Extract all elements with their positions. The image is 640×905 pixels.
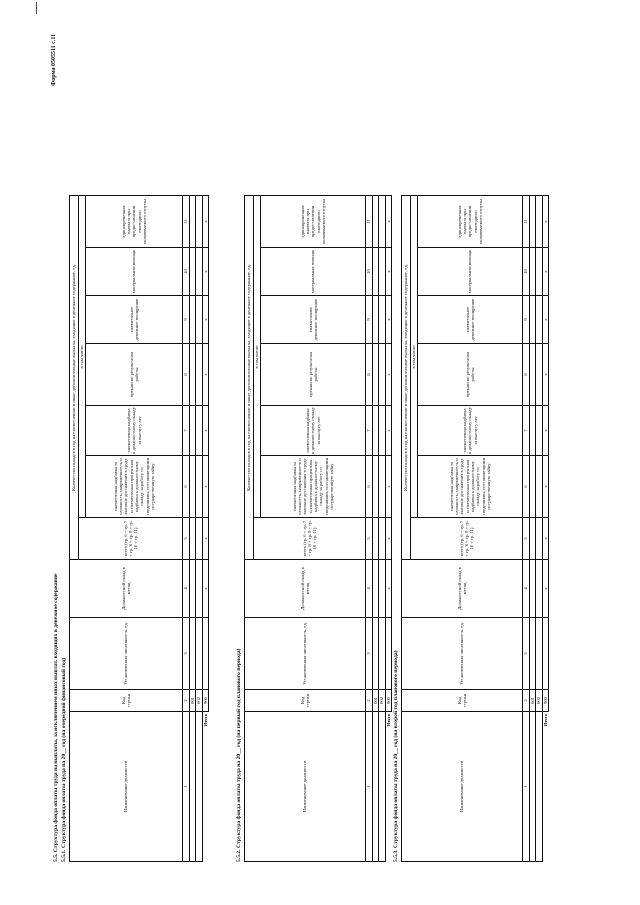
header-salary: Должностной оклад в месяц xyxy=(402,560,523,618)
column-number: 6 xyxy=(183,456,190,518)
header-staff-count: Установленная численность, ед. xyxy=(402,618,523,690)
column-number: 7 xyxy=(366,406,373,456)
cell-row-code: 002 xyxy=(536,690,542,712)
header-sub-11: единовременная выплата при предоставлении ежегодного оплачиваемого отпуска xyxy=(261,196,366,248)
fot-structure-table xyxy=(244,195,392,862)
header-position-name: Наименование должности xyxy=(70,712,183,862)
total-label: Итого xyxy=(202,712,208,862)
column-number: 9 xyxy=(183,296,190,344)
cell-x-mark: x xyxy=(385,456,391,518)
cell-x-mark: x xyxy=(202,344,208,406)
cell-row-code: 001 xyxy=(373,690,379,712)
cell-x-mark: x xyxy=(385,518,391,560)
header-sub-9: ежемесячное денежное поощрение xyxy=(261,296,366,344)
header-sub-9: ежемесячное денежное поощрение xyxy=(86,296,183,344)
column-number: 8 xyxy=(183,344,190,406)
column-number: 11 xyxy=(523,196,530,248)
column-number: 1 xyxy=(183,712,190,862)
header-sub-7: ежемесячная надбавка к должностному окладу за выслугу лет xyxy=(418,406,523,456)
column-number: 5 xyxy=(183,518,190,560)
cell-x-mark: x xyxy=(385,196,391,248)
cell-value xyxy=(385,618,391,690)
cell-x-mark: x xyxy=(202,518,208,560)
column-number: 11 xyxy=(183,196,190,248)
rotated-form xyxy=(51,32,607,862)
header-group: Количество окладов в год на ежемесячные и иные дополнительные выплаты, входящие в денежное содержание, ед. xyxy=(402,196,411,560)
column-number: 9 xyxy=(366,296,373,344)
header-staff-count: Установленная численность, ед. xyxy=(245,618,366,690)
cell-x-mark: x xyxy=(542,344,548,406)
scan-mark xyxy=(36,2,37,14)
column-number: 7 xyxy=(523,406,530,456)
column-number: 5 xyxy=(366,518,373,560)
cell-x-mark: x xyxy=(385,344,391,406)
header-sub-10: материальная помощь xyxy=(261,248,366,296)
column-number: 8 xyxy=(523,344,530,406)
column-number: 8 xyxy=(366,344,373,406)
cell-x-mark: x xyxy=(202,406,208,456)
column-number: 1 xyxy=(366,712,373,862)
header-in-that-number: в том числе: xyxy=(254,196,261,518)
cell-x-mark: x xyxy=(542,456,548,518)
header-group: Количество окладов в год на ежемесячные и иные дополнительные выплаты, входящие в денежное содержание, ед. xyxy=(245,196,254,560)
cell-x-mark: x xyxy=(542,248,548,296)
column-number: 10 xyxy=(183,248,190,296)
cell-x-mark: x xyxy=(542,196,548,248)
header-sub-8: премии по результатам работы xyxy=(261,344,366,406)
header-sub-11: единовременная выплата при предоставлении ежегодного оплачиваемого отпуска xyxy=(418,196,523,248)
cell-x-mark: x xyxy=(542,296,548,344)
cell-x-mark: x xyxy=(385,560,391,618)
total-label: Итого xyxy=(385,712,391,862)
cell-x-mark: x xyxy=(542,406,548,456)
column-number: 5 xyxy=(523,518,530,560)
cell-row-code: 002 xyxy=(196,690,202,712)
total-label: Итого xyxy=(542,712,548,862)
cell-row-code: 001 xyxy=(190,690,196,712)
header-sub-8: премии по результатам работы xyxy=(418,344,523,406)
column-number: 3 xyxy=(183,618,190,690)
header-group: Количество окладов в год на ежемесячные и иные дополнительные выплаты, входящие в денежное содержание, ед. xyxy=(70,196,79,560)
cell-row-code: 001 xyxy=(530,690,536,712)
cell-row-code: 900 xyxy=(542,690,548,712)
cell-value xyxy=(202,618,208,690)
fot-structure-table xyxy=(69,195,209,862)
column-number: 6 xyxy=(366,456,373,518)
column-number: 7 xyxy=(183,406,190,456)
section-title: 5.5.3. Структура фонда оплаты труда на 20__ год (на второй год планового периода) xyxy=(393,650,399,862)
heading-main: 5.5. Структура фонда оплаты труда на выплаты, за исключением иных выплат, входящих в денежное содержание xyxy=(53,573,59,862)
header-row-code: Код строки xyxy=(245,690,366,712)
column-number: 4 xyxy=(366,560,373,618)
column-number: 2 xyxy=(366,690,373,712)
column-number: 10 xyxy=(523,248,530,296)
header-sub-6: ежемесячная надбавка за сложность, напряженность и высокие достижения в труде и ежемесячная процентная надбавка к должностному окладу за работу со сведениями, составляющими государственную тайну xyxy=(261,456,366,518)
header-position-name: Наименование должности xyxy=(402,712,523,862)
cell-row-code: 900 xyxy=(385,690,391,712)
column-number: 3 xyxy=(366,618,373,690)
header-total: всего (гр. 6 + гр. 7 + гр. 8 + гр. 9 + гр. 10 + гр. 11) xyxy=(411,518,523,560)
column-number: 10 xyxy=(366,248,373,296)
header-salary: Должностной оклад в месяц xyxy=(70,560,183,618)
header-sub-9: ежемесячное денежное поощрение xyxy=(418,296,523,344)
header-in-that-number: в том числе: xyxy=(411,196,418,518)
header-staff-count: Установленная численность, ед. xyxy=(70,618,183,690)
header-sub-11: единовременная выплата при предоставлении ежегодного оплачиваемого отпуска xyxy=(86,196,183,248)
column-number: 2 xyxy=(523,690,530,712)
header-total: всего (гр. 6 + гр. 7 + гр. 8 + гр. 9 + гр. 10 + гр. 11) xyxy=(79,518,183,560)
cell-x-mark: x xyxy=(202,560,208,618)
header-row-code: Код строки xyxy=(70,690,183,712)
form-code: Форма 0505511 с.11 xyxy=(51,34,57,86)
cell-row-code: 002 xyxy=(379,690,385,712)
column-number: 9 xyxy=(523,296,530,344)
cell-x-mark: x xyxy=(202,196,208,248)
section-title: 5.5.2. Структура фонда оплаты труда на 20__ год (на первый год планового периода) xyxy=(236,648,242,862)
cell-row-code: 900 xyxy=(202,690,208,712)
column-number: 11 xyxy=(366,196,373,248)
column-number: 2 xyxy=(183,690,190,712)
header-sub-7: ежемесячная надбавка к должностному окладу за выслугу лет xyxy=(86,406,183,456)
cell-x-mark: x xyxy=(542,560,548,618)
fot-structure-table xyxy=(401,195,549,862)
header-sub-6: ежемесячная надбавка за сложность, напряженность и высокие достижения в труде и ежемесячная процентная надбавка к должностному окладу за работу со сведениями, составляющими государственную тайну xyxy=(418,456,523,518)
cell-x-mark: x xyxy=(202,296,208,344)
header-sub-6: ежемесячная надбавка за сложность, напряженность и высокие достижения в труде и ежемесячная процентная надбавка к должностному окладу за работу со сведениями, составляющими государственную тайну xyxy=(86,456,183,518)
header-sub-8: премии по результатам работы xyxy=(86,344,183,406)
column-number: 3 xyxy=(523,618,530,690)
header-total: всего (гр. 6 + гр. 7 + гр. 8 + гр. 9 + гр. 10 + гр. 11) xyxy=(254,518,366,560)
cell-x-mark: x xyxy=(385,406,391,456)
cell-x-mark: x xyxy=(385,248,391,296)
total-row xyxy=(542,196,548,862)
cell-x-mark: x xyxy=(542,518,548,560)
column-number: 4 xyxy=(183,560,190,618)
header-sub-7: ежемесячная надбавка к должностному окладу за выслугу лет xyxy=(261,406,366,456)
cell-value xyxy=(542,618,548,690)
column-number: 4 xyxy=(523,560,530,618)
header-sub-10: материальная помощь xyxy=(418,248,523,296)
header-position-name: Наименование должности xyxy=(245,712,366,862)
header-in-that-number: в том числе: xyxy=(79,196,86,518)
cell-x-mark: x xyxy=(202,248,208,296)
total-row xyxy=(385,196,391,862)
column-number: 6 xyxy=(523,456,530,518)
total-row xyxy=(202,196,208,862)
section-title: 5.5.1. Структура фонда оплаты труда на 20__ год (на очередной финансовый год) xyxy=(61,657,67,862)
column-number: 1 xyxy=(523,712,530,862)
cell-x-mark: x xyxy=(385,296,391,344)
header-salary: Должностной оклад в месяц xyxy=(245,560,366,618)
header-row-code: Код строки xyxy=(402,690,523,712)
cell-x-mark: x xyxy=(202,456,208,518)
header-sub-10: материальная помощь xyxy=(86,248,183,296)
